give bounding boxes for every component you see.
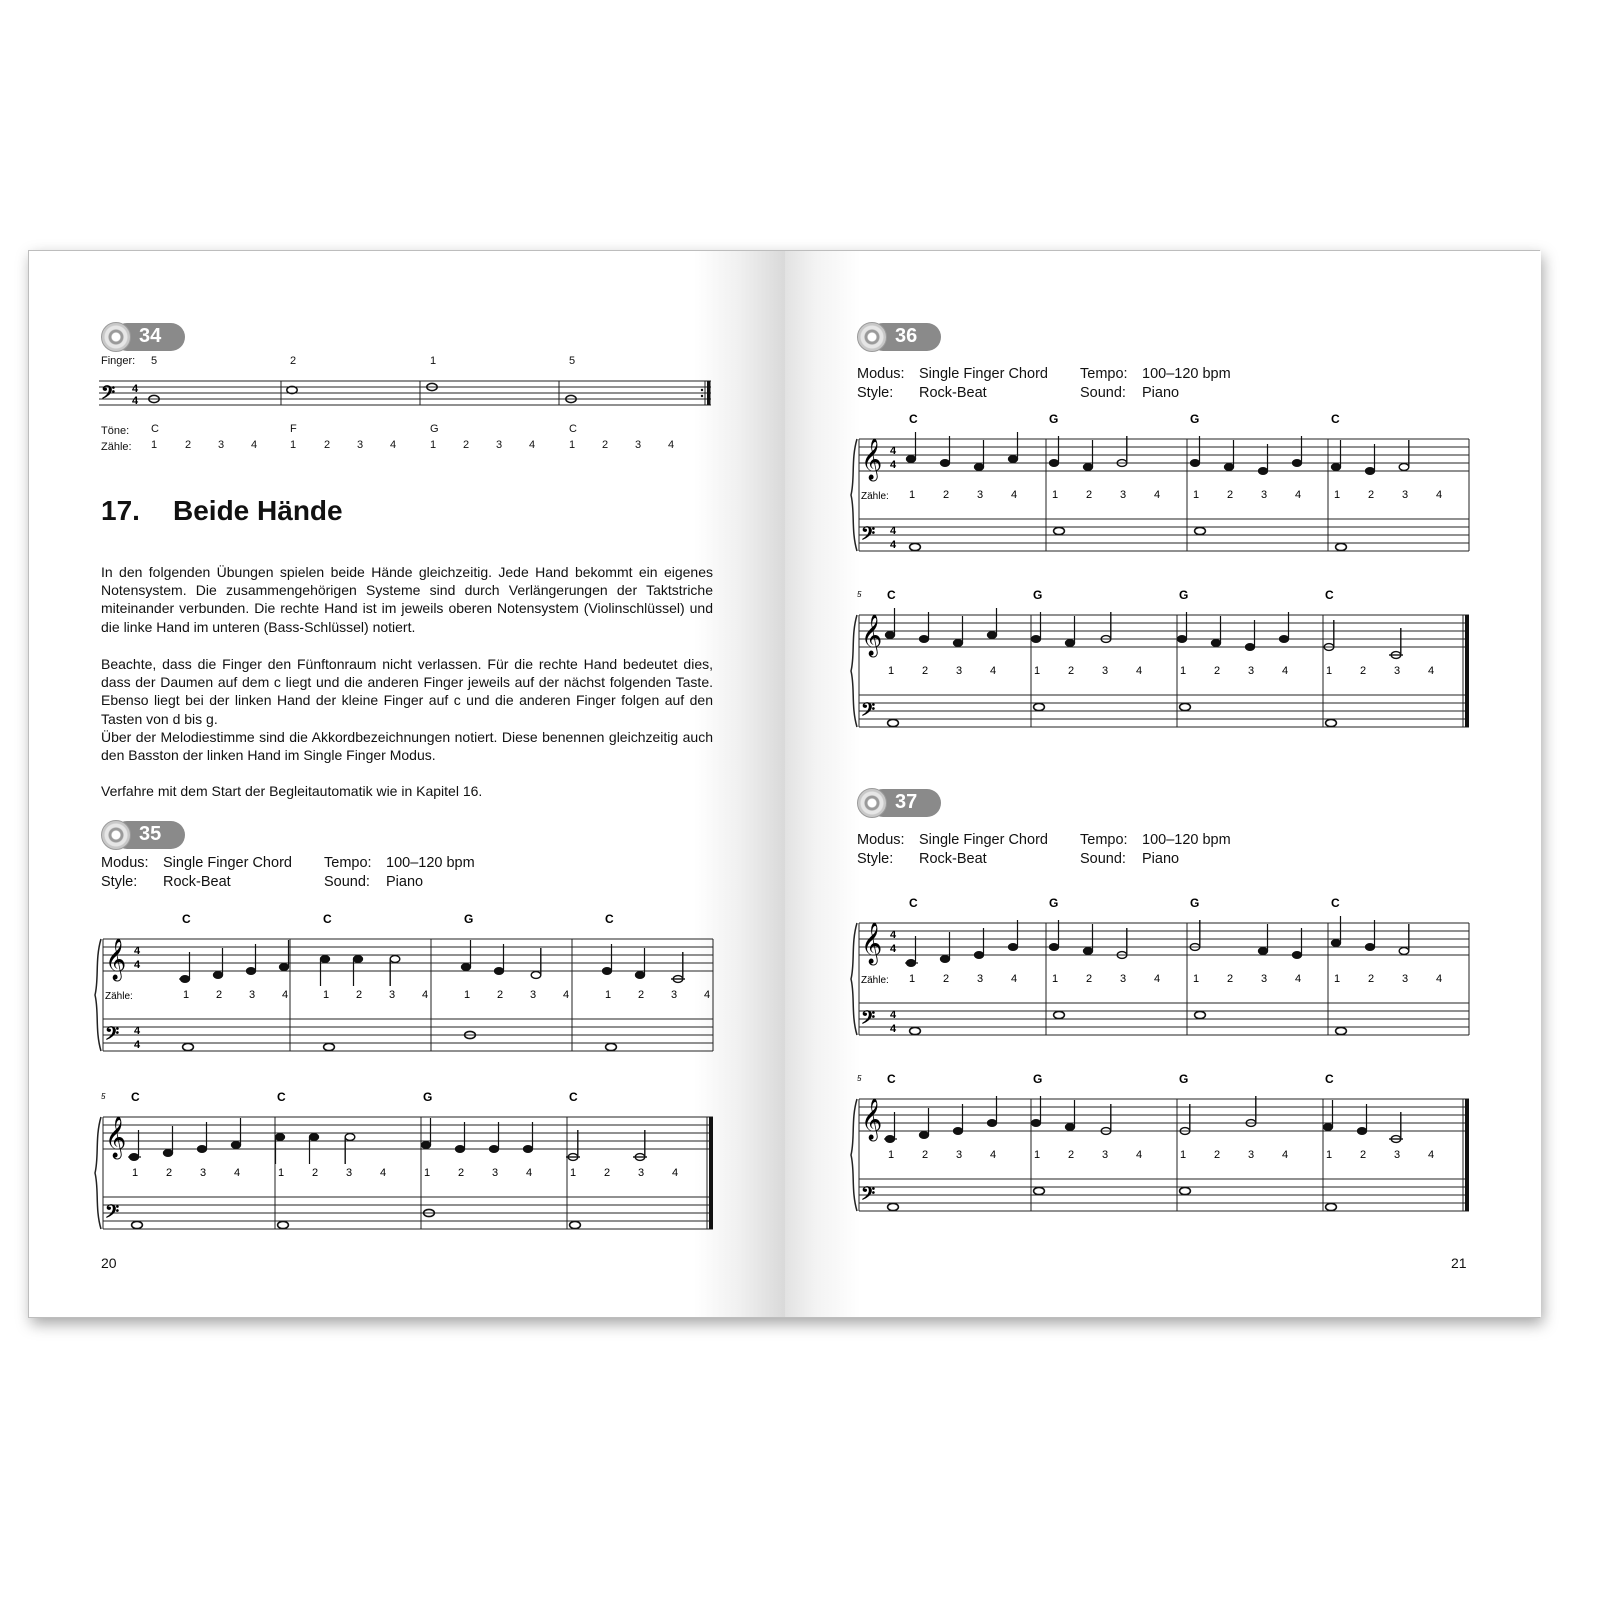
brace-icon [95, 939, 101, 1051]
svg-text:2: 2 [1368, 489, 1375, 501]
svg-text:3: 3 [1248, 665, 1255, 677]
svg-text:1: 1 [570, 1167, 577, 1179]
grand-staff-ex35-system1 [93, 909, 723, 1055]
svg-text:4: 4 [282, 989, 289, 1001]
style-label: Style: [857, 851, 894, 867]
svg-text:1: 1 [1334, 489, 1341, 501]
finger-label: Finger: [101, 355, 136, 367]
svg-text:1: 1 [888, 1149, 895, 1161]
svg-text:2: 2 [1214, 665, 1221, 677]
tone-name: C [151, 423, 159, 435]
chord-symbol: C [277, 1090, 286, 1104]
chord-symbol: C [1325, 588, 1334, 602]
svg-text:4: 4 [890, 525, 897, 537]
svg-text:3: 3 [977, 973, 984, 985]
svg-text:4: 4 [1282, 665, 1289, 677]
svg-text:4: 4 [704, 989, 711, 1001]
svg-text:4: 4 [134, 959, 141, 971]
svg-text:2: 2 [356, 989, 363, 1001]
svg-text:4: 4 [1295, 489, 1302, 501]
svg-text:3: 3 [1394, 1149, 1401, 1161]
tempo-value: 100–120 bpm [1142, 366, 1231, 382]
svg-text:1: 1 [605, 989, 612, 1001]
svg-text:3: 3 [956, 1149, 963, 1161]
chord-symbol: G [1033, 588, 1043, 602]
svg-text:1: 1 [183, 989, 190, 1001]
chord-symbol: C [887, 588, 896, 602]
svg-text:3: 3 [530, 989, 537, 1001]
svg-text:4: 4 [380, 1167, 387, 1179]
open-book [28, 250, 1540, 1318]
svg-text:2: 2 [922, 1149, 929, 1161]
track-number: 37 [895, 791, 918, 813]
chord-symbol: G [1179, 588, 1189, 602]
chord-symbol: C [909, 896, 918, 910]
svg-text:3: 3 [671, 989, 678, 1001]
svg-text:4: 4 [526, 1167, 533, 1179]
chord-symbol: G [1049, 412, 1059, 426]
svg-text:3: 3 [200, 1167, 207, 1179]
svg-text:4: 4 [134, 1025, 141, 1037]
grand-staff-ex35-system2 [93, 1087, 723, 1233]
track-number: 36 [895, 325, 918, 347]
treble-clef-icon: 𝄞 [861, 922, 883, 963]
tempo-label: Tempo: [324, 855, 372, 871]
treble-clef-icon: 𝄞 [861, 438, 883, 479]
count-label: Zähle: [861, 975, 889, 986]
svg-text:1: 1 [1052, 489, 1059, 501]
cd-icon [857, 322, 887, 352]
chapter-title: Beide Hände [173, 495, 343, 526]
chord-symbol: G [464, 912, 474, 926]
svg-text:4: 4 [134, 1039, 141, 1051]
svg-text:4: 4 [234, 1167, 241, 1179]
svg-text:3: 3 [1120, 489, 1127, 501]
svg-text:2: 2 [604, 1167, 611, 1179]
tempo-value: 100–120 bpm [386, 855, 475, 871]
svg-text:3: 3 [1102, 665, 1109, 677]
svg-text:4: 4 [1154, 489, 1161, 501]
svg-text:4: 4 [1436, 973, 1443, 985]
svg-text:2: 2 [1068, 1149, 1075, 1161]
svg-text:1: 1 [1193, 973, 1200, 985]
brace-icon [851, 923, 857, 1035]
chord-symbol: C [887, 1072, 896, 1086]
chord-symbol: C [909, 412, 918, 426]
svg-text:1: 1 [909, 489, 916, 501]
page-number: 20 [101, 1255, 117, 1271]
svg-text:4: 4 [1154, 973, 1161, 985]
svg-text:4: 4 [132, 395, 139, 407]
svg-text:4: 4 [890, 1023, 897, 1035]
tone-name: C [569, 423, 577, 435]
svg-text:1: 1 [1052, 973, 1059, 985]
svg-text:4: 4 [890, 943, 897, 955]
grand-staff-ex37-system2 [849, 1069, 1479, 1215]
style-value: Rock-Beat [919, 385, 987, 401]
svg-text:1: 1 [1180, 1149, 1187, 1161]
tempo-value: 100–120 bpm [1142, 832, 1231, 848]
svg-text:2: 2 [638, 989, 645, 1001]
svg-text:1: 1 [909, 973, 916, 985]
count-label: Zähle: [861, 491, 889, 502]
svg-text:4: 4 [1011, 973, 1018, 985]
svg-text:4: 4 [990, 665, 997, 677]
bass-clef-icon: 𝄢 [105, 1023, 120, 1048]
bass-clef-icon: 𝄢 [861, 699, 876, 724]
svg-text:4: 4 [1136, 1149, 1143, 1161]
cd-icon [101, 820, 131, 850]
svg-text:2: 2 [1368, 973, 1375, 985]
treble-clef-icon: 𝄞 [861, 1098, 883, 1139]
chord-symbol: G [1049, 896, 1059, 910]
style-value: Rock-Beat [919, 851, 987, 867]
svg-text:3: 3 [1402, 489, 1409, 501]
finger-number: 2 [290, 355, 297, 367]
tempo-label: Tempo: [1080, 832, 1128, 848]
cd-icon [101, 322, 131, 352]
svg-text:1: 1 [1034, 665, 1041, 677]
svg-text:2: 2 [943, 973, 950, 985]
treble-clef-icon: 𝄞 [105, 938, 127, 979]
chord-symbol: G [1033, 1072, 1043, 1086]
svg-text:4: 4 [1436, 489, 1443, 501]
chord-symbol: G [1190, 412, 1200, 426]
svg-text:1: 1 [1326, 1149, 1333, 1161]
chord-symbol: C [605, 912, 614, 926]
brace-icon [851, 1099, 857, 1211]
svg-text:3: 3 [956, 665, 963, 677]
chord-symbol: C [1325, 1072, 1334, 1086]
body-paragraph-3: Über der Melodiestimme sind die Akkordbezeichnungen notiert. Diese benennen gleichzeitig auch den Basston der linken Hand im Single Finger Modus. [101, 729, 713, 764]
svg-text:4: 4 [890, 1009, 897, 1021]
sound-value: Piano [1142, 385, 1180, 401]
tone-name: G [430, 423, 439, 435]
svg-text:2: 2 [1068, 665, 1075, 677]
svg-text:1: 1 [132, 1167, 139, 1179]
chord-symbol: C [131, 1090, 140, 1104]
chord-symbol: C [1331, 412, 1340, 426]
svg-text:3: 3 [977, 489, 984, 501]
svg-text:3: 3 [1261, 973, 1268, 985]
svg-text:1: 1 [1034, 1149, 1041, 1161]
modus-label: Modus: [101, 855, 149, 871]
chord-symbol: C [569, 1090, 578, 1104]
bass-staff-ex34 [99, 377, 719, 413]
svg-text:4: 4 [134, 945, 141, 957]
style-label: Style: [101, 874, 138, 890]
brace-icon [851, 439, 857, 551]
svg-text:3: 3 [346, 1167, 353, 1179]
sound-value: Piano [1142, 851, 1180, 867]
grand-staff-ex36-system2 [849, 585, 1479, 731]
sound-label: Sound: [1080, 385, 1126, 401]
bass-clef-icon: 𝄢 [861, 523, 876, 548]
cd-track-badge-37 [857, 789, 941, 817]
bass-clef-icon: 𝄢 [105, 1201, 120, 1226]
style-value: Rock-Beat [163, 874, 231, 890]
chord-symbol: G [1179, 1072, 1189, 1086]
modus-label: Modus: [857, 832, 905, 848]
finger-number: 5 [151, 355, 158, 367]
svg-text:2: 2 [1214, 1149, 1221, 1161]
sound-label: Sound: [1080, 851, 1126, 867]
measure-number: 5 [857, 1074, 862, 1083]
cd-track-badge-35 [101, 821, 185, 849]
svg-text:4: 4 [890, 459, 897, 471]
svg-text:3: 3 [1394, 665, 1401, 677]
svg-text:4: 4 [990, 1149, 997, 1161]
left-page: 34 Finger: 5 2 1 5 𝄢 4 4 Töne: C F G C Zähle: 1 2 3 4 1 2 3 4 1 2 3 4 1 2 3 4 17. Beide Hände In den folgenden Übungen spielen beide Hände gleichzeitig. Jede Hand bekommt ein eigenes Notensystem. Die zusammengehörigen Systeme sind durch Verlängerungen der Taktstriche miteinander verbunden. Die rechte Hand ist im jeweils oberen Notensystem (Violinschlüssel) und die linke Hand im unteren (Bass-Schlüssel) notiert. Beachte, dass die Finger den Fünftonraum nicht verlassen. Für die rechte Hand bedeutet dies, dass der Daumen auf dem c liegt und die anderen Finger jeweils auf der nächst folgenden Taste. Ebenso liegt bei der linken Hand der kleine Finger auf c und die anderen Finger folgen auf den Tasten von d bis g. Über der Melodiestimme sind die Akkordbezeichnungen notiert. Diese benennen gleichzeitig auch den Basston der linken Hand im Single Finger Modus. Verfahre mit dem Start der Begleitautomatik wie in Kapitel 16. 35 Modus: Single Finger Chord Style: Rock-Beat Tempo: 100–120 bpm Sound: Piano 𝄞 𝄢 4 4 4 4 C C G C Zähle: 1 2 3 4 1 2 3 4 1 2 3 4 1 2 3 4 5 𝄞 𝄢 C C G C 1 2 3 4 1 2 3 4 1 2 3 4 1 2 3 4 20 [29, 251, 785, 1317]
svg-text:4: 4 [890, 929, 897, 941]
svg-text:1: 1 [1326, 665, 1333, 677]
svg-text:3: 3 [492, 1167, 499, 1179]
cd-track-badge-36 [857, 323, 941, 351]
svg-text:3: 3 [389, 989, 396, 1001]
svg-text:3: 3 [1120, 973, 1127, 985]
svg-text:1: 1 [1193, 489, 1200, 501]
svg-text:4: 4 [890, 445, 897, 457]
svg-text:4: 4 [132, 383, 139, 395]
svg-text:4: 4 [890, 539, 897, 551]
svg-text:1: 1 [278, 1167, 285, 1179]
bass-clef-icon: 𝄢 [861, 1183, 876, 1208]
svg-text:2: 2 [497, 989, 504, 1001]
grand-staff-ex37-system1 [849, 893, 1479, 1039]
chord-symbol: G [423, 1090, 433, 1104]
chapter-number: 17. [101, 495, 140, 526]
style-label: Style: [857, 385, 894, 401]
svg-text:4: 4 [422, 989, 429, 1001]
sound-label: Sound: [324, 874, 370, 890]
modus-value: Single Finger Chord [919, 366, 1048, 382]
svg-text:4: 4 [1428, 1149, 1435, 1161]
svg-text:2: 2 [1086, 973, 1093, 985]
chord-symbol: C [1331, 896, 1340, 910]
svg-text:2: 2 [166, 1167, 173, 1179]
measure-number: 5 [857, 590, 862, 599]
svg-text:4: 4 [1295, 973, 1302, 985]
svg-text:1: 1 [323, 989, 330, 1001]
bass-clef-icon: 𝄢 [861, 1007, 876, 1032]
measure-number: 5 [101, 1092, 106, 1101]
chord-symbol: C [182, 912, 191, 926]
tone-name: F [290, 423, 297, 435]
bass-clef-icon: 𝄢 [101, 382, 116, 407]
tones-label: Töne: [101, 425, 130, 437]
svg-text:4: 4 [1011, 489, 1018, 501]
body-paragraph-4: Verfahre mit dem Start der Begleitautomatik wie in Kapitel 16. [101, 783, 483, 799]
svg-text:2: 2 [922, 665, 929, 677]
svg-text:2: 2 [943, 489, 950, 501]
treble-clef-icon: 𝄞 [861, 614, 883, 655]
svg-text:2: 2 [216, 989, 223, 1001]
treble-clef-icon: 𝄞 [105, 1116, 127, 1157]
svg-text:1: 1 [1180, 665, 1187, 677]
body-paragraph-2: Beachte, dass die Finger den Fünftonraum nicht verlassen. Für die rechte Hand bedeutet dies, dass der Daumen auf dem c liegt und die anderen Finger jeweils auf der nächst folgenden Taste. Ebenso liegt bei der linken Hand der kleine Finger auf c und die anderen Finger folgen auf den Tasten von d bis g. [101, 656, 713, 727]
brace-icon [95, 1117, 101, 1229]
chord-symbol: C [323, 912, 332, 926]
track-number: 34 [139, 325, 162, 347]
svg-text:4: 4 [563, 989, 570, 1001]
track-number: 35 [139, 823, 162, 845]
svg-text:3: 3 [1261, 489, 1268, 501]
grand-staff-ex36-system1 [849, 409, 1479, 555]
page-number: 21 [1451, 1255, 1467, 1271]
modus-value: Single Finger Chord [919, 832, 1048, 848]
svg-text:3: 3 [1402, 973, 1409, 985]
svg-text:2: 2 [1227, 973, 1234, 985]
svg-text:1: 1 [1334, 973, 1341, 985]
svg-text:1: 1 [464, 989, 471, 1001]
sound-value: Piano [386, 874, 424, 890]
count-label: Zähle: [105, 991, 133, 1002]
svg-text:2: 2 [1360, 1149, 1367, 1161]
svg-text:2: 2 [312, 1167, 319, 1179]
brace-icon [851, 615, 857, 727]
svg-text:4: 4 [1428, 665, 1435, 677]
finger-number: 1 [430, 355, 437, 367]
finger-number: 5 [569, 355, 576, 367]
cd-track-badge-34 [101, 323, 185, 351]
svg-text:3: 3 [249, 989, 256, 1001]
svg-text:3: 3 [1102, 1149, 1109, 1161]
svg-text:3: 3 [638, 1167, 645, 1179]
cd-icon [857, 788, 887, 818]
right-page [785, 251, 1541, 1317]
svg-text:4: 4 [1136, 665, 1143, 677]
svg-text:1: 1 [424, 1167, 431, 1179]
svg-text:3: 3 [1248, 1149, 1255, 1161]
svg-text:2: 2 [1086, 489, 1093, 501]
body-paragraph-1: In den folgenden Übungen spielen beide Hände gleichzeitig. Jede Hand bekommt ein eigenes Notensystem. Die zusammengehörigen Systeme sind durch Verlängerungen der Taktstriche miteinander verbunden. Die rechte Hand ist im jeweils oberen Notensystem (Violinschlüssel) und die linke Hand im unteren (Bass-Schlüssel) notiert. [101, 564, 713, 635]
count-label: Zähle: [101, 441, 132, 453]
svg-text:4: 4 [1282, 1149, 1289, 1161]
svg-text:2: 2 [1360, 665, 1367, 677]
chord-symbol: G [1190, 896, 1200, 910]
tempo-label: Tempo: [1080, 366, 1128, 382]
svg-text:4: 4 [672, 1167, 679, 1179]
svg-text:2: 2 [1227, 489, 1234, 501]
modus-value: Single Finger Chord [163, 855, 292, 871]
svg-text:1: 1 [888, 665, 895, 677]
svg-text:2: 2 [458, 1167, 465, 1179]
modus-label: Modus: [857, 366, 905, 382]
